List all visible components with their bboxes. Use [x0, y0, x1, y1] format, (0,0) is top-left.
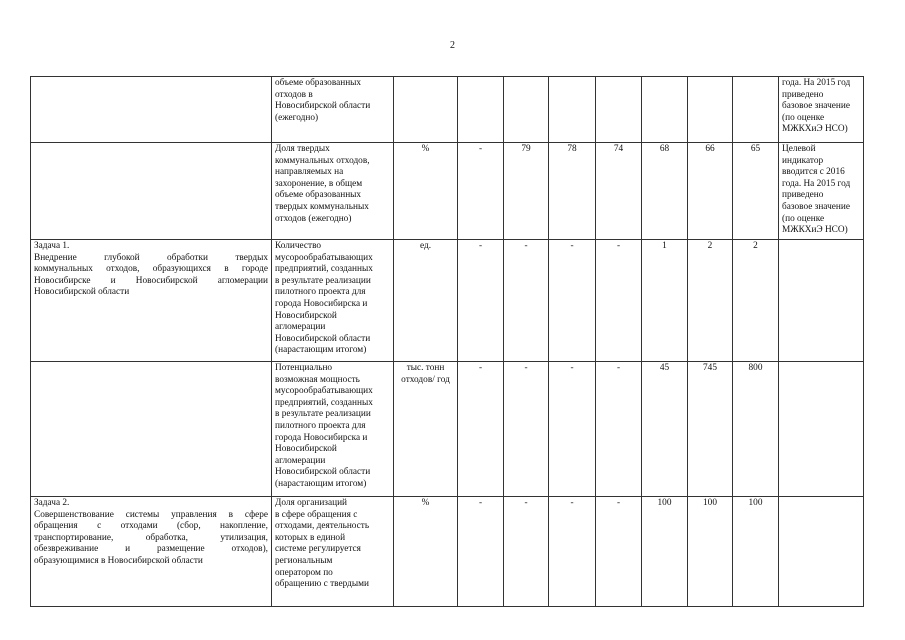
note-cell: [779, 240, 864, 362]
indicator-line: региональным: [275, 555, 333, 566]
value-cell: 45: [642, 362, 688, 497]
value-cell: 79: [504, 143, 549, 240]
indicator-line: (нарастающим итогом): [275, 478, 367, 489]
value-cell: 1: [642, 240, 688, 362]
value-cell: -: [458, 497, 504, 607]
value-cell: -: [458, 143, 504, 240]
value-cell: [733, 77, 779, 143]
indicator-line: захоронение, в общем: [275, 178, 363, 189]
value-cell: -: [504, 240, 549, 362]
note-line: МЖКХиЭ НСО): [782, 124, 848, 135]
indicator-line: города Новосибирска и: [275, 298, 368, 309]
value-cell: -: [549, 362, 596, 497]
value-cell: -: [504, 362, 549, 497]
unit-cell: ед.: [394, 240, 458, 362]
indicators-table: [30, 76, 864, 607]
indicator-line: направляемых на: [275, 167, 344, 178]
unit-cell: %: [394, 497, 458, 607]
indicator-line: отходов (ежегодно): [275, 213, 352, 224]
indicator-cell: [272, 240, 394, 362]
indicator-line: оператором по: [275, 567, 333, 578]
task-line: коммунальных отходов, образующихся в городе: [34, 264, 268, 275]
value-cell: 78: [549, 143, 596, 240]
note-line: МЖКХиЭ НСО): [782, 225, 848, 236]
note-line: года. На 2015 год: [782, 78, 851, 88]
note-cell: [779, 362, 864, 497]
indicator-line: системе регулируется: [275, 544, 361, 555]
note-cell: [779, 497, 864, 607]
indicator-line: в сфере обращения с: [275, 509, 358, 520]
value-cell: [458, 77, 504, 143]
indicator-line: агломерации: [275, 322, 326, 333]
value-cell: 100: [688, 497, 733, 607]
task-title: Задача 1.: [34, 241, 70, 251]
task-line: Новосибирской области: [34, 287, 130, 298]
table-row: [31, 143, 864, 240]
note-line: вводится с 2016: [782, 167, 845, 178]
page-number: 2: [450, 40, 455, 51]
task-cell: [31, 143, 272, 240]
indicator-line: агломерации: [275, 455, 326, 466]
value-cell: 68: [642, 143, 688, 240]
value-cell: [642, 77, 688, 143]
indicator-line: отходами, деятельность: [275, 521, 370, 532]
task-cell: [31, 497, 272, 607]
indicator-line: Доля твердых: [275, 144, 330, 154]
table-body: [31, 77, 864, 607]
value-cell: -: [549, 240, 596, 362]
task-line: транспортирование, обработка, утилизация,: [34, 532, 268, 543]
indicator-line: в результате реализации: [275, 275, 371, 286]
indicator-line: мусорообрабатывающих: [275, 252, 373, 263]
indicator-line: Доля организаций: [275, 498, 348, 508]
indicator-line: Количество: [275, 241, 322, 251]
value-cell: -: [596, 362, 642, 497]
indicator-line: города Новосибирска и: [275, 432, 368, 443]
task-line: обращения с отходами (сбор, накопление,: [34, 521, 268, 532]
indicator-line: Новосибирской: [275, 444, 337, 455]
value-cell: 2: [733, 240, 779, 362]
indicator-line: Новосибирской: [275, 310, 337, 321]
table-row: [31, 497, 864, 607]
value-cell: 745: [688, 362, 733, 497]
note-line: индикатор: [782, 155, 824, 166]
value-cell: -: [596, 497, 642, 607]
indicator-line: возможная мощность: [275, 374, 360, 385]
note-line: (по оценке: [782, 213, 825, 224]
indicator-line: (ежегодно): [275, 112, 319, 123]
task-line: Совершенствование системы управления в сфере: [34, 509, 268, 520]
note-line: года. На 2015 год: [782, 178, 851, 189]
task-cell: [31, 77, 272, 143]
indicator-line: отходов в: [275, 89, 313, 100]
value-cell: 100: [642, 497, 688, 607]
indicator-line: пилотного проекта для: [275, 287, 366, 298]
note-line: базовое значение: [782, 101, 850, 112]
task-title: Задача 2.: [34, 498, 70, 508]
indicator-line: пилотного проекта для: [275, 420, 366, 431]
indicator-line: твердых коммунальных: [275, 201, 369, 212]
value-cell: 800: [733, 362, 779, 497]
note-line: приведено: [782, 89, 824, 100]
indicator-line: обращению с твердыми: [275, 579, 369, 590]
value-cell: 74: [596, 143, 642, 240]
note-line: приведено: [782, 190, 824, 201]
indicator-cell: [272, 143, 394, 240]
indicator-cell: [272, 77, 394, 143]
value-cell: 100: [733, 497, 779, 607]
value-cell: 2: [688, 240, 733, 362]
indicator-line: Новосибирской области: [275, 101, 371, 112]
task-line: обезвреживание и размещение отходов),: [34, 544, 268, 555]
note-line: Целевой: [782, 144, 816, 154]
task-line: Внедрение глубокой обработки твердых: [34, 252, 268, 263]
indicator-line: предприятий, созданных: [275, 264, 373, 275]
indicator-line: Новосибирской области: [275, 333, 371, 344]
value-cell: -: [458, 240, 504, 362]
task-cell: [31, 362, 272, 497]
value-cell: -: [549, 497, 596, 607]
value-cell: -: [504, 497, 549, 607]
value-cell: 66: [688, 143, 733, 240]
note-cell: [779, 143, 864, 240]
indicator-cell: [272, 362, 394, 497]
value-cell: [688, 77, 733, 143]
unit-cell: [394, 77, 458, 143]
note-line: базовое значение: [782, 201, 850, 212]
indicator-line: объеме образованных: [275, 190, 362, 201]
table-row: [31, 77, 864, 143]
indicator-line: в результате реализации: [275, 409, 371, 420]
table-row: [31, 240, 864, 362]
indicator-line: объеме образованных: [275, 78, 362, 88]
table-row: [31, 362, 864, 497]
value-cell: [549, 77, 596, 143]
indicator-cell: [272, 497, 394, 607]
indicator-line: Новосибирской области: [275, 467, 371, 478]
indicator-line: коммунальных отходов,: [275, 155, 370, 166]
value-cell: [504, 77, 549, 143]
indicator-line: мусорообрабатывающих: [275, 386, 373, 397]
value-cell: [596, 77, 642, 143]
value-cell: -: [458, 362, 504, 497]
value-cell: -: [596, 240, 642, 362]
indicator-line: которых в единой: [275, 532, 346, 543]
indicator-line: Потенциально: [275, 363, 333, 373]
indicator-line: (нарастающим итогом): [275, 345, 367, 356]
task-line: Новосибирске и Новосибирской агломерации: [34, 275, 268, 286]
note-line: (по оценке: [782, 112, 825, 123]
task-line: образующимися в Новосибирской области: [34, 555, 203, 566]
unit-cell: тыс. тонн отходов/ год: [394, 362, 458, 497]
unit-cell: %: [394, 143, 458, 240]
value-cell: 65: [733, 143, 779, 240]
note-cell: [779, 77, 864, 143]
task-cell: [31, 240, 272, 362]
indicator-line: предприятий, созданных: [275, 397, 373, 408]
